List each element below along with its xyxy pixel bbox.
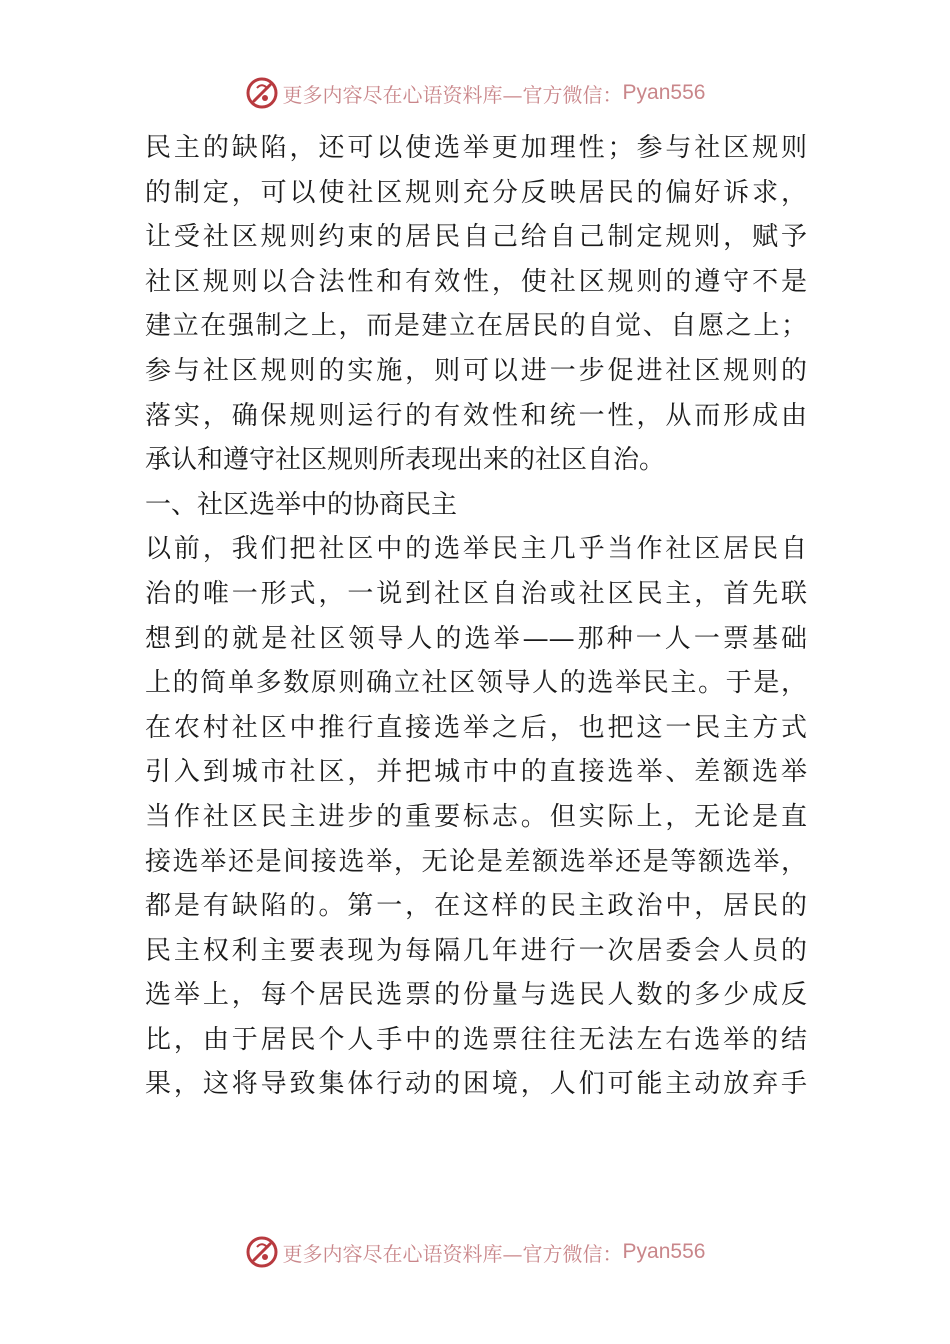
body-line: 承认和遵守社区规则所表现出来的社区自治。 (145, 445, 666, 476)
body-line: 果，这将导致集体行动的困境，人们可能主动放弃手 (145, 1069, 807, 1100)
body-line: 民主的缺陷，还可以使选举更加理性；参与社区规则 (145, 133, 807, 163)
header-text: 更多内容尽在心语资料库—官方微信： (282, 82, 623, 107)
body-line: 的制定，可以使社区规则充分反映居民的偏好诉求， (145, 177, 807, 208)
body-line: 比，由于居民个人手中的选票往往无法左右选举的结 (145, 1024, 807, 1055)
body-line: 接选举还是间接选举，无论是差额选举还是等额选举， (145, 846, 807, 877)
header-wechat-id: Pyan556 (622, 81, 706, 104)
footer-wechat-id: Pyan556 (622, 1240, 706, 1263)
body-line: 当作社区民主进步的重要标志。但实际上，无论是直 (145, 801, 807, 832)
body-line: 建立在强制之上，而是建立在居民的自觉、自愿之上； (145, 311, 807, 342)
body-line: 治的唯一形式，一说到社区自治或社区民主，首先联 (145, 578, 807, 609)
body-line: 想到的就是社区领导人的选举——那种一人一票基础 (145, 623, 807, 654)
footer-text: 更多内容尽在心语资料库—官方微信： (282, 1241, 623, 1266)
body-line: 以前，我们把社区中的选举民主几乎当作社区居民自 (145, 534, 807, 565)
body-line: 参与社区规则的实施，则可以进一步促进社区规则的 (145, 355, 807, 386)
brand-logo-icon (245, 76, 279, 110)
section-heading: 一、社区选举中的协商民主 (145, 489, 458, 520)
body-line: 选举上，每个居民选票的份量与选民人数的多少成反 (145, 980, 807, 1011)
body-line: 上的简单多数原则确立社区领导人的选举民主。于是， (145, 668, 807, 699)
document-body (145, 126, 807, 1107)
body-line: 让受社区规则约束的居民自己给自己制定规则，赋予 (145, 222, 807, 253)
body-line: 在农村社区中推行直接选举之后，也把这一民主方式 (145, 712, 807, 743)
brand-logo-icon (245, 1235, 279, 1269)
header-banner (0, 73, 950, 113)
body-line: 引入到城市社区，并把城市中的直接选举、差额选举 (145, 757, 807, 788)
footer-banner (0, 1232, 950, 1272)
body-line: 落实，确保规则运行的有效性和统一性，从而形成由 (145, 400, 807, 431)
body-line: 都是有缺陷的。第一，在这样的民主政治中，居民的 (145, 891, 807, 922)
body-line: 社区规则以合法性和有效性，使社区规则的遵守不是 (145, 266, 807, 297)
body-line: 民主权利主要表现为每隔几年进行一次居委会人员的 (145, 935, 807, 966)
